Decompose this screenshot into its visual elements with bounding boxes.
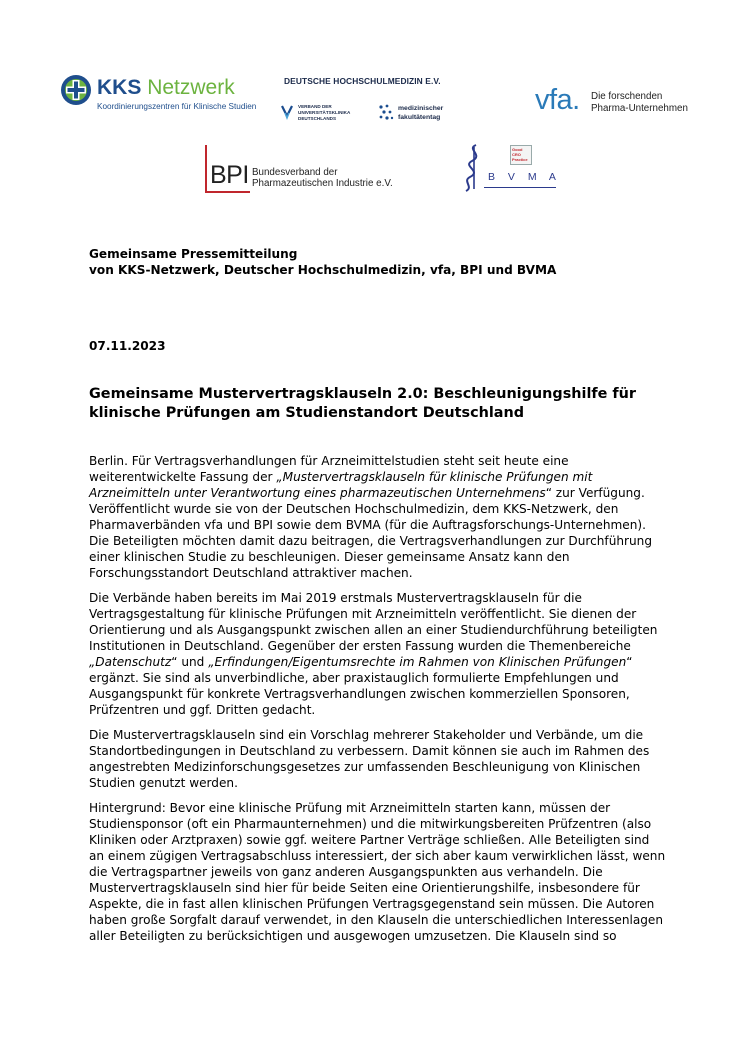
bpi-mark: BPI <box>210 161 249 189</box>
bvma-badge-text <box>511 146 531 162</box>
text-line: Orientierung und als Ausgangspunkt zwischen allen an einer Studiendurchführung beteiligten <box>89 623 658 637</box>
kks-name-suffix: Netzwerk <box>147 76 235 99</box>
text-line <box>89 485 689 501</box>
dhm-vud-line: VERBAND DER <box>298 104 332 109</box>
text-line: einer klinischen Studie zu beschleunigen. Dieser gemeinsame Ansatz kann den <box>89 550 570 564</box>
document-title-emphasis: Arzneimitteln unter Verantwortung eines pharmazeutischen Unternehmens <box>89 486 546 500</box>
text-line: Institutionen in Deutschland. Gegenüber der ersten Fassung wurden die Themenbereiche <box>89 639 631 653</box>
text-line: Mustervertragsklauseln sind hier für beide Seiten eine Orientierungshilfe, insbesondere für <box>89 881 640 895</box>
document-title-emphasis: „Mustervertragsklauseln für klinische Prüfungen mit <box>276 470 593 484</box>
dhm-vud-line: UNIVERSITÄTSKLINIKA <box>298 109 351 115</box>
dhm-title: DEUTSCHE HOCHSCHULMEDIZIN E.V. <box>284 76 441 86</box>
bvma-badge-line: Practice <box>512 157 528 162</box>
text-line: Die Verbände haben bereits im Mai 2019 erstmals Mustervertragsklauseln für die <box>89 591 582 605</box>
vfa-mark: vfa. <box>535 84 580 116</box>
bvma-badge-line: CRO <box>512 152 521 157</box>
text-line: angestrebten Medizinforschungsgesetzes zur umfassenden Beschleunigung von Klinischen <box>89 760 641 774</box>
dhm-mft-dots-icon <box>378 104 394 122</box>
text-line: Veröffentlicht wurde sie von der Deutschen Hochschulmedizin, dem KKS-Netzwerk, den <box>89 502 619 516</box>
page-title <box>89 385 689 423</box>
bvma-underline <box>484 187 556 188</box>
bvma-badge <box>510 145 532 165</box>
press-release-header <box>89 246 669 278</box>
kks-emblem-icon <box>60 74 92 106</box>
text-line: Prüfzentren und ggf. Dritten gedacht. <box>89 703 316 717</box>
text-line: aller Beteiligten zu berücksichtigen und ausgewogen umzusetzen. Die Klauseln sind so <box>89 929 617 943</box>
bpi-bar-left <box>205 145 207 193</box>
bvma-logo <box>458 143 561 195</box>
header-line-2: von KKS-Netzwerk, Deutscher Hochschulmedizin, vfa, BPI und BVMA <box>89 263 557 277</box>
bpi-logo <box>205 145 415 193</box>
text-line: Vertragsgestaltung für klinische Prüfungen mit Arzneimitteln veröffentlicht. Sie dienen der <box>89 607 637 621</box>
title-line-1: Gemeinsame Mustervertragsklauseln 2.0: Beschleunigungshilfe für <box>89 386 637 402</box>
text-line: Studiensponsor (oft ein Pharmaunternehmen) und die mitwirkungsbereiten Prüfzentren (also <box>89 817 652 831</box>
text-line: die Vertragspartner jeweils von ganz anderen Ausgangspunkten aus verhandeln. Die <box>89 865 603 879</box>
text-span: “ <box>626 655 633 669</box>
text-line: Hintergrund: Bevor eine klinische Prüfung mit Arzneimitteln starten kann, müssen der <box>89 801 611 815</box>
dhm-mft-line: medizinischer <box>398 105 444 112</box>
title-line-2: klinische Prüfungen am Studienstandort Deutschland <box>89 405 525 421</box>
text-line <box>89 654 689 670</box>
paragraph-1 <box>89 453 689 581</box>
paragraph-4 <box>89 800 699 944</box>
text-line: an einem zügigen Vertragsabschluss interessiert, der sich aber kaum verwirklichen lässt, wenn <box>89 849 666 863</box>
dhm-mft-text <box>398 105 443 123</box>
bpi-bar-bottom <box>205 191 250 193</box>
text-line: Die Beteiligten möchten damit dazu beitragen, die Vertragsverhandlungen zur Durchführung <box>89 534 652 548</box>
vfa-text-line: Die forschenden <box>591 91 663 102</box>
text-line: Studien genutzt werden. <box>89 776 238 790</box>
text-line: ergänzt. Sie sind als unverbindliche, aber praxistauglich formulierte Empfehlungen und <box>89 671 619 685</box>
text-line: Forschungsstandort Deutschland attraktiver machen. <box>89 566 413 580</box>
topic-emphasis: „Datenschutz <box>89 655 172 669</box>
bpi-text-line: Pharmazeutischen Industrie e.V. <box>252 178 393 189</box>
bpi-text <box>252 167 393 189</box>
kks-subtitle: Koordinierungszentren für Klinische Studien <box>97 102 257 111</box>
text-span: “ zur Verfügung. <box>545 486 645 500</box>
vfa-logo <box>535 86 695 120</box>
text-line: Pharmaverbänden vfa und BPI sowie dem BVMA (für die Auftragsforschungs-Unternehmen). <box>89 518 646 532</box>
text-span: “ und <box>171 655 209 669</box>
text-line <box>89 469 689 485</box>
dhm-vud-line: DEUTSCHLANDS <box>298 115 337 121</box>
text-line: haben große Sorgfalt darauf verwendet, in den Klauseln die unterschiedlichen Interessenlagen <box>89 913 664 927</box>
text-line: Berlin. Für Vertragsverhandlungen für Arzneimittelstudien steht seit heute eine <box>89 454 569 468</box>
vfa-text <box>591 91 688 115</box>
text-line: Kliniken oder Arztpraxen) sowie ggf. weitere Partner Verträge schließen. Alle Beteiligten sind <box>89 833 650 847</box>
text-span: weiterentwickelte Fassung der <box>89 470 277 484</box>
text-line: Aspekte, die in fast allen klinischen Prüfungen Vertragsgegenstand sein müssen. Die Autoren <box>89 897 655 911</box>
kks-logo <box>60 74 260 120</box>
dhm-mft-line: fakultätentag <box>398 113 441 121</box>
bvma-letters: B V M A <box>488 171 561 183</box>
vfa-text-line: Pharma-Unternehmen <box>591 103 688 114</box>
header-line-1: Gemeinsame Pressemitteilung <box>89 247 298 261</box>
text-line: Die Mustervertragsklauseln sind ein Vorschlag mehrerer Stakeholder und Verbände, um die <box>89 728 644 742</box>
bvma-badge-line: Good <box>512 147 523 152</box>
dhm-logo <box>280 76 455 128</box>
topic-emphasis: „Erfindungen/Eigentumsrechte im Rahmen von Klinischen Prüfungen <box>208 655 627 669</box>
text-line: Standortbedingungen in Deutschland zu verbessern. Damit können sie auch im Rahmen des <box>89 744 650 758</box>
release-date: 07.11.2023 <box>89 339 166 353</box>
text-line: Ausgangspunkt für konkrete Vertragsverhandlungen zwischen kommerziellen Sponsoren, <box>89 687 630 701</box>
kks-name-prefix: KKS <box>97 76 142 99</box>
paragraph-2 <box>89 590 689 718</box>
dhm-vud-text <box>298 104 350 121</box>
dhm-vud-icon <box>280 104 294 120</box>
bvma-caduceus-icon <box>458 143 492 193</box>
paragraph-3 <box>89 727 689 791</box>
bpi-text-line: Bundesverband der <box>252 167 338 178</box>
